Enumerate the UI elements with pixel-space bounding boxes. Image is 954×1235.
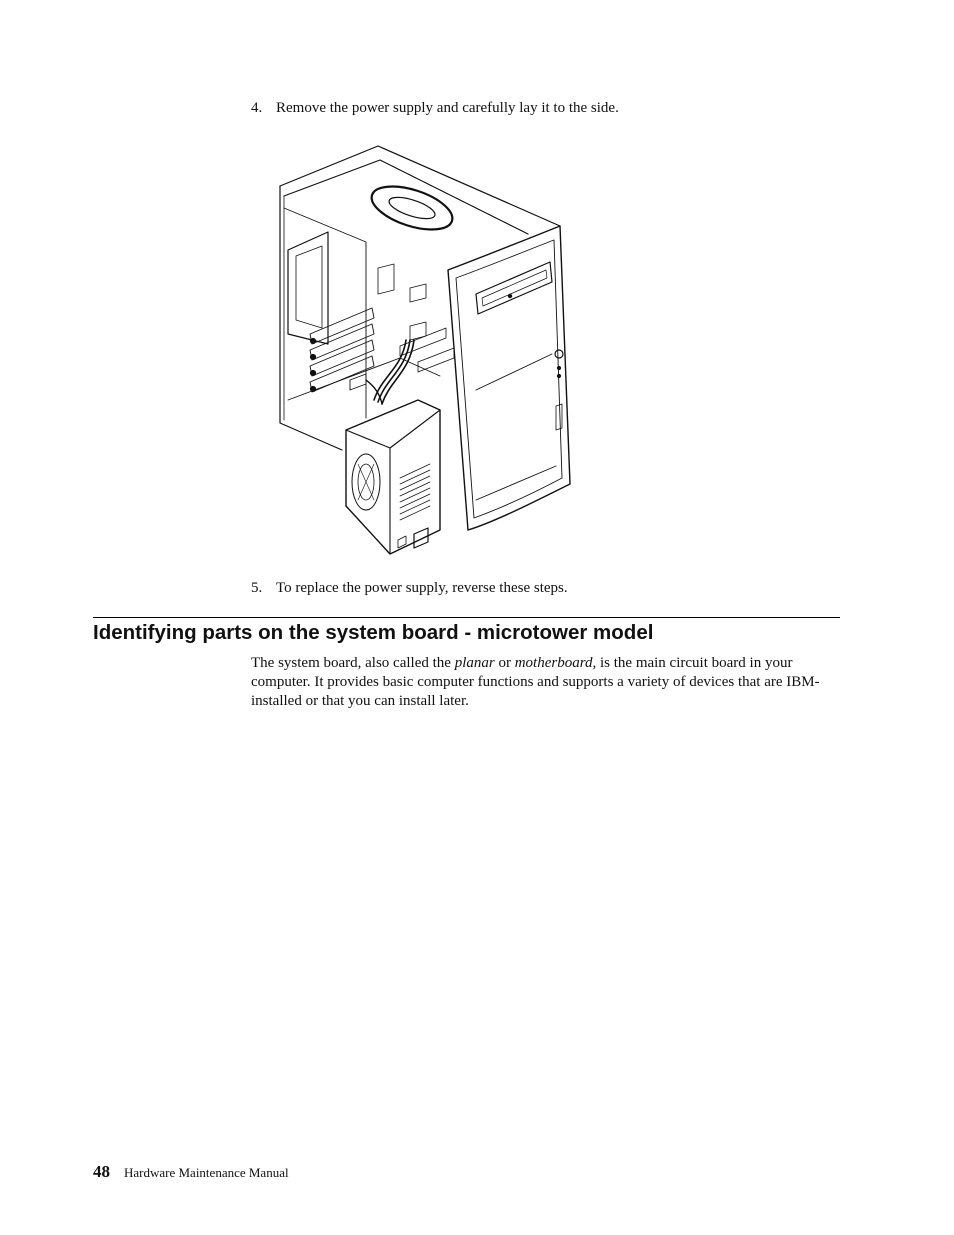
step-text: To replace the power supply, reverse these steps. — [276, 580, 568, 596]
step-number: 4. — [251, 100, 263, 116]
footer-title: Hardware Maintenance Manual — [124, 1165, 289, 1180]
term-motherboard: motherboard — [514, 655, 593, 671]
step-text: Remove the power supply and carefully lay it to the side. — [276, 100, 619, 116]
step-5 — [251, 578, 841, 598]
paragraph-text: or — [494, 655, 515, 671]
power-supply-removal-illustration — [270, 138, 580, 570]
step-4 — [251, 98, 841, 118]
step-number: 5. — [251, 580, 263, 596]
page-footer — [93, 1162, 289, 1182]
term-planar: planar — [454, 655, 495, 671]
section-paragraph — [251, 654, 841, 711]
section-heading: Identifying parts on the system board - microtower model — [93, 621, 654, 644]
paragraph-text: The system board, also called the — [251, 655, 455, 671]
paragraph-text: , is the main circuit board in your computer. It provides basic computer functions and supports a variety of devices that are IBM-installed or that you can install later. — [251, 655, 820, 709]
page-number: 48 — [93, 1162, 110, 1181]
section-divider — [93, 617, 840, 618]
